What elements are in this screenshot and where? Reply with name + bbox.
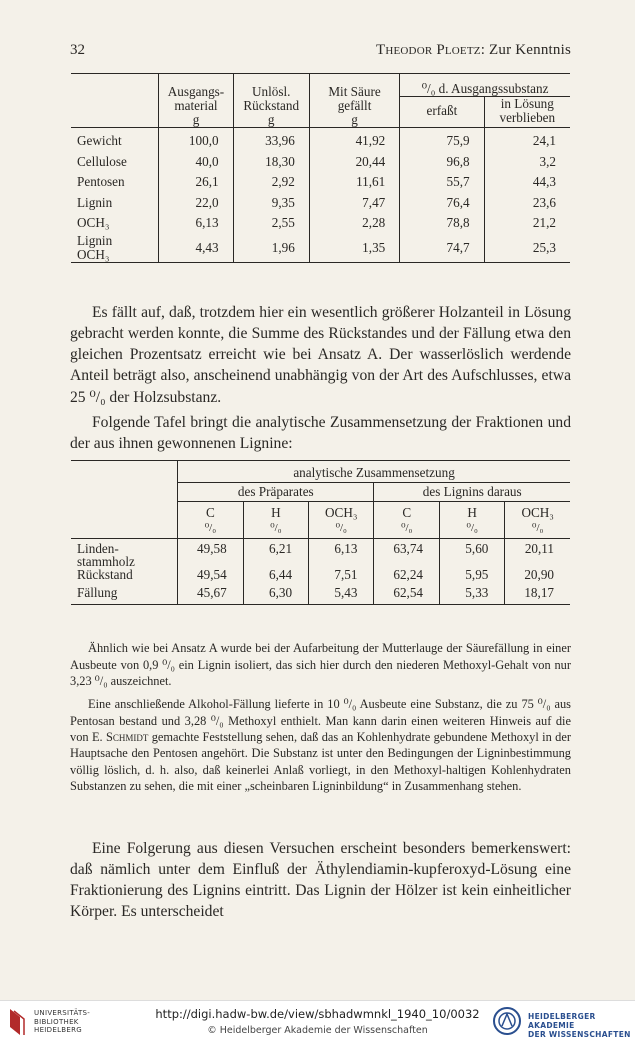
table-cell: 21,2 bbox=[484, 213, 570, 234]
table-cell: 7,51 bbox=[309, 568, 374, 586]
header-des-lignins: des Lignins daraus bbox=[374, 483, 570, 502]
table-cell: 45,67 bbox=[178, 586, 244, 605]
header-saeure-gefaellt: Mit Säure gefällt g bbox=[309, 74, 399, 128]
table-cell: 6,44 bbox=[243, 568, 308, 586]
table-cell: 40,0 bbox=[159, 152, 233, 173]
academy-name: HEIDELBERGER AKADEMIE DER WISSENSCHAFTEN bbox=[528, 1012, 631, 1039]
page-number: 32 bbox=[70, 42, 85, 58]
row-label: Pentosen bbox=[71, 172, 159, 193]
table-cell: 6,30 bbox=[243, 586, 308, 605]
table-cell: 6,13 bbox=[309, 539, 374, 569]
table-row bbox=[71, 568, 570, 586]
column-header: OCH₃ bbox=[505, 502, 570, 522]
academy-seal-icon bbox=[492, 1006, 522, 1036]
row-label: Cellulose bbox=[71, 152, 159, 173]
table-cell: 55,7 bbox=[400, 172, 484, 193]
table-row bbox=[71, 586, 570, 605]
table-cell: 20,44 bbox=[309, 152, 399, 173]
row-label: OCH₃ bbox=[71, 213, 159, 234]
analysis-table-body bbox=[71, 539, 570, 605]
table-row bbox=[71, 152, 570, 173]
header-group-ausgangssubstanz: ⁰/₀ d. Ausgangssubstanz bbox=[400, 74, 570, 97]
unit-label: ⁰/₀ bbox=[440, 521, 505, 539]
table-cell: 22,0 bbox=[159, 193, 233, 214]
unit-label: ⁰/₀ bbox=[243, 521, 308, 539]
copyright-notice: © Heidelberger Akademie der Wissenschaften bbox=[207, 1025, 428, 1036]
table-cell: 23,6 bbox=[484, 193, 570, 214]
table-cell: 6,13 bbox=[159, 213, 233, 234]
header-rueckstand: Unlösl. Rückstand g bbox=[233, 74, 309, 128]
table-cell: 11,61 bbox=[309, 172, 399, 193]
row-label-header bbox=[71, 461, 178, 539]
table-cell: 3,2 bbox=[484, 152, 570, 173]
table-cell: 1,35 bbox=[309, 234, 399, 263]
column-header: C bbox=[178, 502, 244, 522]
running-title-author: Theodor Ploetz bbox=[375, 42, 481, 58]
column-header: OCH₃ bbox=[309, 502, 374, 522]
unit-label: ⁰/₀ bbox=[505, 521, 570, 539]
table-cell: 5,33 bbox=[440, 586, 505, 605]
table-cell: 62,54 bbox=[374, 586, 440, 605]
running-title-rest: : Zur Kenntnis bbox=[480, 42, 571, 58]
library-name: UNIVERSITÄTS- BIBLIOTHEK HEIDELBERG bbox=[34, 1009, 91, 1034]
table-cell: 76,4 bbox=[400, 193, 484, 214]
table-cell: 6,21 bbox=[243, 539, 308, 569]
table-row bbox=[71, 234, 570, 263]
table-cell: 63,74 bbox=[374, 539, 440, 569]
row-label: Rückstand bbox=[71, 568, 178, 586]
table-cell: 75,9 bbox=[400, 128, 484, 152]
table-cell: 7,47 bbox=[309, 193, 399, 214]
row-label-header bbox=[71, 74, 159, 128]
table-cell: 100,0 bbox=[159, 128, 233, 152]
table-row bbox=[71, 193, 570, 214]
table-cell: 20,90 bbox=[505, 568, 570, 586]
table-row bbox=[71, 172, 570, 193]
header-des-praeparates: des Präparates bbox=[178, 483, 374, 502]
composition-table-body bbox=[71, 128, 570, 263]
table-cell: 1,96 bbox=[233, 234, 309, 263]
row-label: Lignin bbox=[71, 193, 159, 214]
table-cell: 44,3 bbox=[484, 172, 570, 193]
table-row bbox=[71, 539, 570, 569]
table-cell: 18,30 bbox=[233, 152, 309, 173]
table-cell: 4,43 bbox=[159, 234, 233, 263]
table-cell: 2,92 bbox=[233, 172, 309, 193]
table-cell: 5,60 bbox=[440, 539, 505, 569]
permalink-url[interactable]: http://digi.hadw-bw.de/view/sbhadwmnkl_1940_10/0032 bbox=[155, 1007, 480, 1021]
analysis-table bbox=[71, 460, 570, 605]
table-row bbox=[71, 128, 570, 152]
table-cell: 62,24 bbox=[374, 568, 440, 586]
table-row bbox=[71, 213, 570, 234]
paragraph-3: Ähnlich wie bei Ansatz A wurde bei der Aufarbeitung der Mutterlauge der Säurefällung in einer Ausbeute von 0,9 ⁰/₀ ein Lignin isoliert, das sich hier durch den niederen Methoxyl-Gehalt von nur 3,23 ⁰/₀ auszeichnet. bbox=[70, 641, 571, 688]
digitization-footer bbox=[0, 1000, 635, 1043]
header-erfasst: erfaßt bbox=[400, 97, 484, 128]
unit-label: ⁰/₀ bbox=[374, 521, 440, 539]
paragraph-1: Es fällt auf, daß, trotzdem hier ein wesentlich größerer Holzanteil in Lösung gebracht werden konnte, die Summe des Rückstandes und der Fällung etwa den gleichen Prozentsatz erreicht wie bei Ansatz A. Der wasserlöslich werdende Anteil beträgt also, anscheinend unabhängig von der Art des Aufschlusses, etwa 25 ⁰/₀ der Holzsubstanz. bbox=[70, 303, 571, 406]
paragraph-5: Eine Folgerung aus diesen Versuchen erscheint besonders bemerkenswert: daß nämlich unter dem Einfluß der Äthylendiamin-kupferoxyd-Lösung eine Fraktionierung des Lignins eintritt. Das Lignin der Hölzer ist kein einheitlicher Körper. Es unterscheidet bbox=[70, 839, 571, 921]
table-cell: 9,35 bbox=[233, 193, 309, 214]
table-cell: 26,1 bbox=[159, 172, 233, 193]
composition-table bbox=[71, 73, 570, 263]
column-header: H bbox=[440, 502, 505, 522]
column-header: C bbox=[374, 502, 440, 522]
page-header bbox=[70, 42, 571, 62]
unit-label: ⁰/₀ bbox=[309, 521, 374, 539]
table-cell: 74,7 bbox=[400, 234, 484, 263]
unit-label: ⁰/₀ bbox=[178, 521, 244, 539]
table-cell: 2,55 bbox=[233, 213, 309, 234]
table-cell: 41,92 bbox=[309, 128, 399, 152]
column-header: H bbox=[243, 502, 308, 522]
header-ausgangsmaterial: Ausgangs- material g bbox=[159, 74, 233, 128]
table-cell: 24,1 bbox=[484, 128, 570, 152]
paragraph-2: Folgende Tafel bringt die analytische Zusammensetzung der Fraktionen und der aus ihnen gewonnenen Lignine: bbox=[70, 413, 571, 452]
row-label: Lignin OCH₃ bbox=[71, 234, 159, 263]
row-label: Linden- stammholz bbox=[71, 539, 178, 569]
table-cell: 20,11 bbox=[505, 539, 570, 569]
table-cell: 78,8 bbox=[400, 213, 484, 234]
table-cell: 2,28 bbox=[309, 213, 399, 234]
table-cell: 96,8 bbox=[400, 152, 484, 173]
running-title bbox=[376, 42, 571, 59]
header-in-loesung: in Lösung verblieben bbox=[484, 97, 570, 128]
table-cell: 49,54 bbox=[178, 568, 244, 586]
row-label: Gewicht bbox=[71, 128, 159, 152]
row-label: Fällung bbox=[71, 586, 178, 605]
table-cell: 5,95 bbox=[440, 568, 505, 586]
table-cell: 49,58 bbox=[178, 539, 244, 569]
table-cell: 5,43 bbox=[309, 586, 374, 605]
paragraph-4: Eine anschließende Alkohol-Fällung lieferte in 10 ⁰/₀ Ausbeute eine Substanz, die zu 75 ⁰/₀ aus Pentosan bestand und 3,28 ⁰/₀ Methoxyl enthielt. Man kann darin einen weiteren Hinweis auf die von E. Schmidt gemachte Feststellung sehen, daß das an Kohlenhydrate gebundene Methoxyl in der Hauptsache den Pentosen angehört. Die Substanz ist unter den Bedingungen der Ligninbestimmung völlig löslich, d. h. also, daß keinerlei Anlaß vorliegt, in den Methoxyl-haltigen Kohlenhydraten Substanzen zu sehen, die mit einer „scheinbaren Ligninbildung“ in Zusammenhang stehen. bbox=[70, 697, 571, 793]
table-cell: 25,3 bbox=[484, 234, 570, 263]
table-cell: 33,96 bbox=[233, 128, 309, 152]
header-analytische-zusammensetzung: analytische Zusammensetzung bbox=[178, 461, 570, 483]
author-name: Schmidt bbox=[105, 729, 149, 744]
table-cell: 18,17 bbox=[505, 586, 570, 605]
